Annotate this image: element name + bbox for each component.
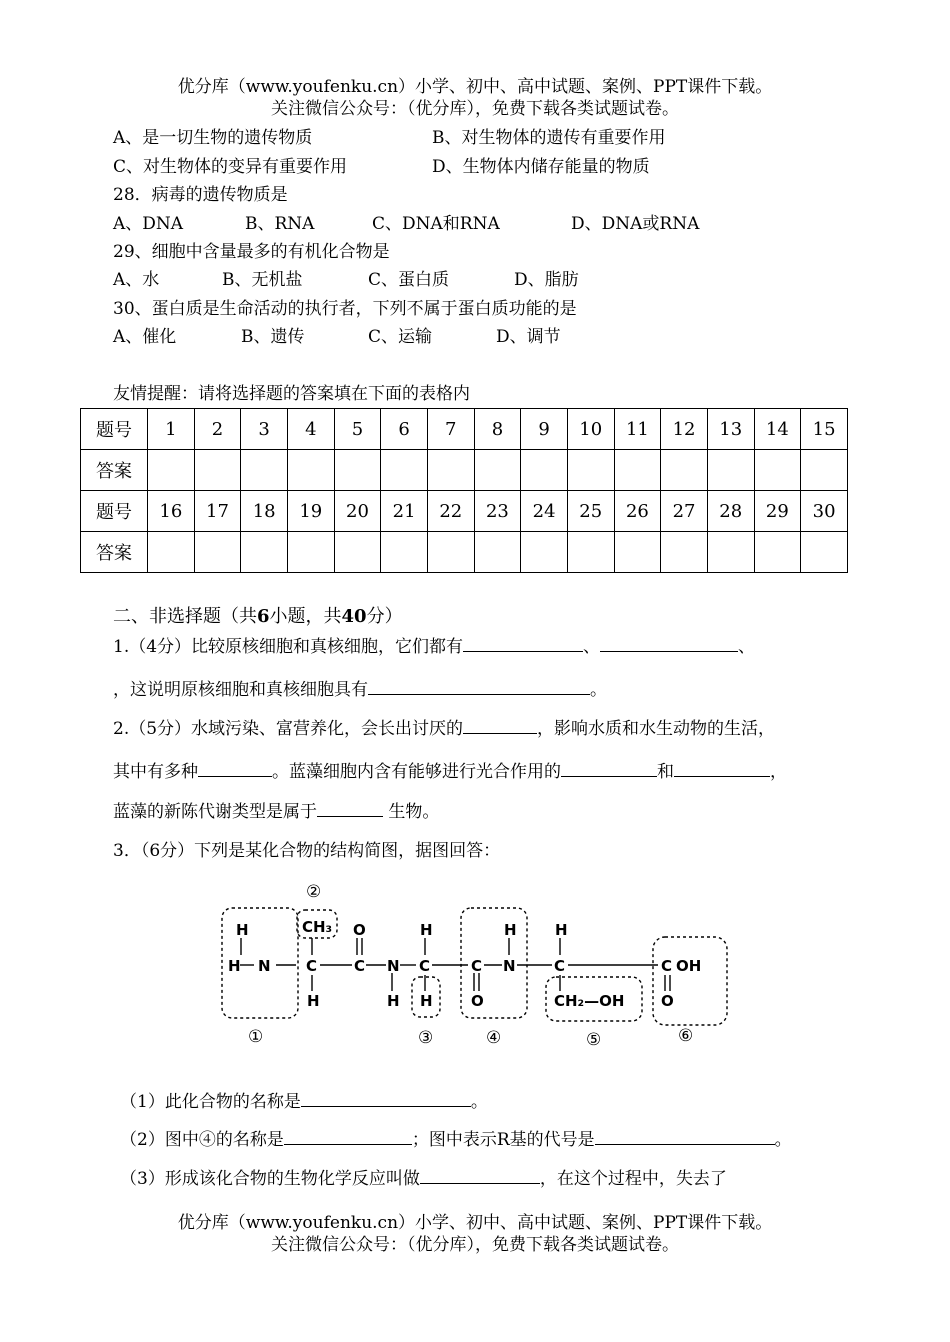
q27-option-c: C、对生物体的变异有重要作用 — [113, 157, 348, 177]
answer-cell[interactable] — [381, 450, 428, 491]
q29-option-d: D、脂肪 — [514, 270, 579, 290]
answer-reminder: 友情提醒：请将选择题的答案填在下面的表格内 — [113, 384, 470, 404]
answer-table — [80, 408, 848, 573]
answer-cell[interactable] — [381, 532, 428, 573]
question-number: 18 — [241, 491, 288, 532]
q28-option-a: A、DNA — [113, 214, 184, 234]
p1-text: 1.（4分）比较原核细胞和真核细胞，它们都有 — [113, 637, 464, 657]
answer-cell[interactable] — [334, 450, 381, 491]
p2-text: 蓝藻的新陈代谢类型是属于 — [113, 802, 317, 822]
question-number: 25 — [567, 491, 614, 532]
answer-cell[interactable] — [241, 450, 288, 491]
p3-blank-1[interactable] — [301, 1090, 471, 1107]
section-2-title — [113, 606, 403, 628]
p3-stem: 3．（6分）下列是某化合物的结构简图，据图回答： — [113, 841, 501, 861]
answer-cell[interactable] — [801, 532, 848, 573]
answer-cell[interactable] — [241, 532, 288, 573]
question-number: 26 — [614, 491, 661, 532]
p1-text: ，这说明原核细胞和真核细胞具有 — [113, 680, 368, 700]
atom-o: O — [661, 992, 674, 1010]
p2-text: 生物。 — [383, 802, 440, 822]
hydroxyl-group: OH — [676, 957, 702, 975]
question-number: 11 — [614, 409, 661, 450]
answer-cell[interactable] — [707, 450, 754, 491]
table-row-numbers-2 — [81, 491, 848, 532]
p2-text: 2.（5分）水域污染、富营养化，会长出讨厌的 — [113, 719, 464, 739]
atom-h: H — [236, 921, 249, 939]
atom-h: H — [504, 921, 517, 939]
p2-line-1 — [113, 717, 775, 740]
atom-c: C — [661, 957, 673, 975]
q30-option-b: B、遗传 — [241, 327, 305, 347]
section-2-title-mid: 小题，共 — [269, 606, 342, 627]
row-label: 答案 — [81, 532, 148, 573]
question-number: 21 — [381, 491, 428, 532]
question-number: 16 — [148, 491, 195, 532]
p1-text: 。 — [590, 680, 607, 700]
answer-cell[interactable] — [148, 450, 195, 491]
p3-text: ；图中表示R基的代号是 — [411, 1130, 595, 1150]
answer-cell[interactable] — [521, 450, 568, 491]
answer-cell[interactable] — [287, 532, 334, 573]
atom-o: O — [353, 921, 366, 939]
answer-cell[interactable] — [148, 532, 195, 573]
question-number: 17 — [194, 491, 241, 532]
question-number: 1 — [148, 409, 195, 450]
answer-cell[interactable] — [801, 450, 848, 491]
question-number: 3 — [241, 409, 288, 450]
p3-text: 。 — [470, 1092, 488, 1112]
table-row-answers-1 — [81, 450, 848, 491]
answer-cell[interactable] — [661, 532, 708, 573]
q27-option-a: A、是一切生物的遗传物质 — [113, 128, 313, 148]
question-number: 15 — [801, 409, 848, 450]
question-number: 7 — [427, 409, 474, 450]
atom-c: C — [554, 957, 566, 975]
label-3: ③ — [418, 1028, 434, 1048]
section-2-points: 40 — [341, 606, 367, 627]
p1-blank-1[interactable] — [463, 635, 583, 652]
group-6-box — [653, 937, 727, 1025]
question-number: 27 — [661, 491, 708, 532]
question-number: 9 — [521, 409, 568, 450]
section-2-count: 6 — [257, 606, 270, 627]
row-label: 答案 — [81, 450, 148, 491]
p3-text: ，在这个过程中，失去了 — [539, 1169, 727, 1189]
question-number: 30 — [801, 491, 848, 532]
p2-line-2 — [113, 760, 787, 783]
q30-option-d: D、调节 — [496, 327, 561, 347]
atom-h: H — [420, 921, 433, 939]
table-row-numbers-1 — [81, 409, 848, 450]
atom-n: N — [258, 957, 271, 975]
label-6: ⑥ — [678, 1026, 694, 1046]
label-5: ⑤ — [586, 1030, 602, 1050]
atom-h: H — [420, 992, 433, 1010]
p2-text: ， — [770, 762, 787, 782]
label-2: ② — [306, 882, 322, 902]
q29-stem: 29、细胞中含量最多的有机化合物是 — [113, 242, 390, 262]
atom-o: O — [471, 992, 484, 1010]
p2-blank-4[interactable] — [674, 760, 770, 777]
atom-h: H — [228, 957, 241, 975]
question-number: 23 — [474, 491, 521, 532]
p3-text: （3）形成该化合物的生物化学反应叫做 — [120, 1169, 420, 1189]
p3-text: （1）此化合物的名称是 — [120, 1092, 301, 1112]
label-1: ① — [248, 1027, 264, 1047]
p1-sep: 、 — [583, 637, 601, 657]
atom-n: N — [503, 957, 516, 975]
q29-option-c: C、蛋白质 — [368, 270, 450, 290]
table-row-answers-2 — [81, 532, 848, 573]
q30-option-a: A、催化 — [113, 327, 177, 347]
question-number: 4 — [287, 409, 334, 450]
q28-stem: 28．病毒的遗传物质是 — [113, 185, 288, 205]
p3-text: 。 — [774, 1130, 792, 1150]
answer-cell[interactable] — [427, 450, 474, 491]
header-line-1: 优分库（www.youfenku.cn）小学、初中、高中试题、案例、PPT课件下载。 — [177, 77, 773, 97]
atom-n: N — [387, 957, 400, 975]
label-4: ④ — [486, 1028, 502, 1048]
p3-blank-4[interactable] — [420, 1167, 540, 1184]
p1-line-2 — [113, 678, 607, 701]
answer-cell[interactable] — [474, 450, 521, 491]
p1-line-1 — [113, 635, 755, 658]
answer-cell[interactable] — [521, 532, 568, 573]
methyl-group: CH₃ — [302, 918, 333, 936]
q27-option-d: D、生物体内储存能量的物质 — [432, 157, 650, 177]
answer-cell[interactable] — [614, 532, 661, 573]
question-number: 22 — [427, 491, 474, 532]
p2-blank-2[interactable] — [198, 760, 272, 777]
question-number: 13 — [707, 409, 754, 450]
header-line-2: 关注微信公众号：（优分库），免费下载各类试题试卷。 — [271, 99, 679, 119]
question-number: 20 — [334, 491, 381, 532]
q30-option-c: C、运输 — [368, 327, 433, 347]
atom-h: H — [555, 921, 568, 939]
answer-cell[interactable] — [614, 450, 661, 491]
answer-cell[interactable] — [474, 532, 521, 573]
q29-option-b: B、无机盐 — [222, 270, 303, 290]
answer-cell[interactable] — [567, 450, 614, 491]
p1-sep: 、 — [738, 637, 756, 657]
compound-structure-diagram — [210, 875, 740, 1055]
question-number: 5 — [334, 409, 381, 450]
answer-cell[interactable] — [754, 450, 801, 491]
p2-text: 其中有多种 — [113, 762, 198, 782]
question-number: 2 — [194, 409, 241, 450]
p3-blank-3[interactable] — [595, 1128, 775, 1145]
atom-c: C — [419, 957, 431, 975]
section-2-title-pre: 二、非选择题（共 — [113, 606, 257, 627]
footer-line-2: 关注微信公众号：（优分库），免费下载各类试题试卷。 — [271, 1235, 679, 1255]
p3-text: （2）图中④的名称是 — [120, 1130, 284, 1150]
question-number: 28 — [707, 491, 754, 532]
p2-text: ，影响水质和水生动物的生活， — [537, 719, 776, 739]
atom-c: C — [306, 957, 318, 975]
answer-cell[interactable] — [287, 450, 334, 491]
question-number: 6 — [381, 409, 428, 450]
answer-cell[interactable] — [567, 532, 614, 573]
q28-option-d: D、DNA或RNA — [571, 214, 700, 234]
p1-blank-3[interactable] — [368, 678, 590, 695]
answer-cell[interactable] — [754, 532, 801, 573]
question-number: 12 — [661, 409, 708, 450]
question-number: 10 — [567, 409, 614, 450]
atom-h: H — [387, 992, 400, 1010]
p2-blank-5[interactable] — [317, 800, 383, 817]
p2-text: 和 — [657, 762, 674, 782]
answer-cell[interactable] — [427, 532, 474, 573]
atom-c: C — [354, 957, 366, 975]
p3-q1 — [120, 1090, 488, 1113]
q28-option-c: C、DNA和RNA — [372, 214, 500, 234]
p2-blank-1[interactable] — [463, 717, 537, 734]
question-number: 24 — [521, 491, 568, 532]
answer-cell[interactable] — [334, 532, 381, 573]
p3-q3 — [120, 1167, 727, 1190]
row-label: 题号 — [81, 409, 148, 450]
q29-option-a: A、水 — [113, 270, 160, 290]
answer-cell[interactable] — [661, 450, 708, 491]
hydroxymethyl-group: CH₂—OH — [554, 992, 625, 1010]
q30-stem: 30、蛋白质是生命活动的执行者，下列不属于蛋白质功能的是 — [113, 299, 577, 319]
question-number: 29 — [754, 491, 801, 532]
atom-c: C — [471, 957, 483, 975]
answer-cell[interactable] — [194, 532, 241, 573]
p2-blank-3[interactable] — [561, 760, 657, 777]
p3-blank-2[interactable] — [284, 1128, 412, 1145]
q27-option-b: B、对生物体的遗传有重要作用 — [432, 128, 666, 148]
p1-blank-2[interactable] — [600, 635, 738, 652]
p2-line-3 — [113, 800, 439, 823]
p2-text: 。蓝藻细胞内含有能够进行光合作用的 — [272, 762, 561, 782]
atom-h: H — [307, 992, 320, 1010]
question-number: 8 — [474, 409, 521, 450]
answer-cell[interactable] — [707, 532, 754, 573]
row-label: 题号 — [81, 491, 148, 532]
question-number: 14 — [754, 409, 801, 450]
answer-cell[interactable] — [194, 450, 241, 491]
question-number: 19 — [287, 491, 334, 532]
q28-option-b: B、RNA — [245, 214, 315, 234]
footer-line-1: 优分库（www.youfenku.cn）小学、初中、高中试题、案例、PPT课件下载。 — [177, 1213, 773, 1233]
section-2-title-post: 分） — [366, 606, 403, 627]
p3-q2 — [120, 1128, 792, 1151]
